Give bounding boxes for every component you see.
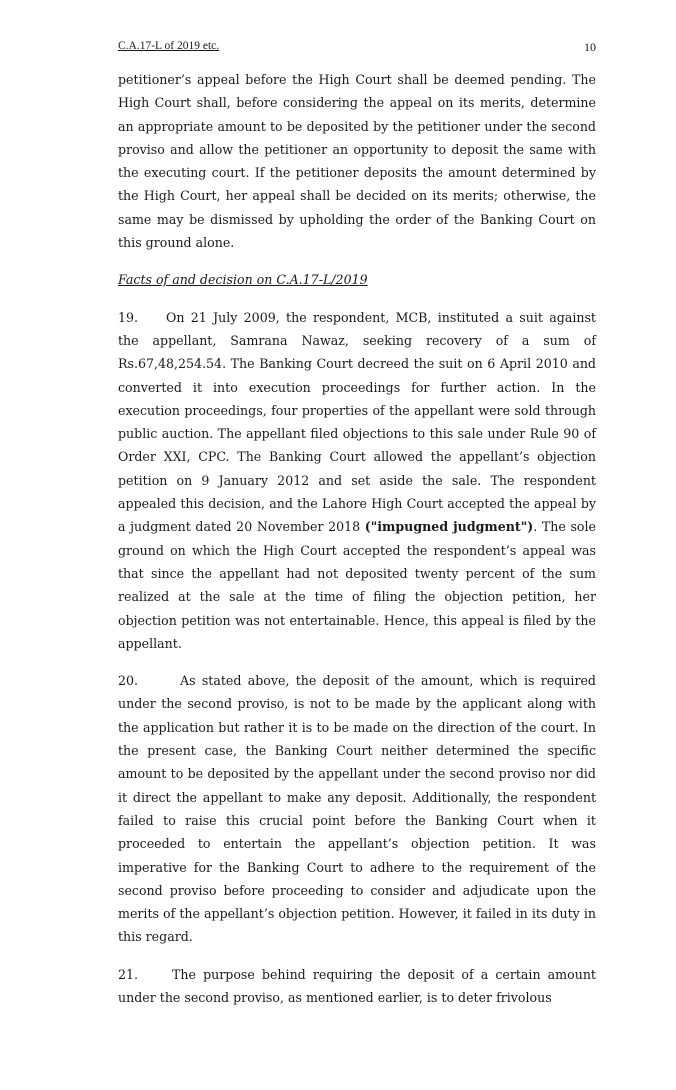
page-header xyxy=(118,40,596,56)
section-heading: Facts of and decision on C.A.17-L/2019 xyxy=(118,272,368,288)
paragraph-number: 19. xyxy=(118,309,139,325)
paragraph-19 xyxy=(118,306,596,655)
page-number: 10 xyxy=(584,40,596,54)
paragraph-text: . The sole ground on which the High Court accepted the respondent’s appeal was that since the appellant had not deposited twenty percent of the sum realized at the sale at the time of filing the objection petition, her objection petition was not entertainable. Hence, this appeal is filed by the appellant. xyxy=(118,519,596,651)
paragraph-20 xyxy=(118,669,596,949)
paragraph-21 xyxy=(118,963,596,1010)
paragraph-number: 20. xyxy=(118,673,139,689)
paragraph-continued: petitioner’s appeal before the High Court shall be deemed pending. The High Court shall, before considering the appeal on its merits, determine an appropriate amount to be deposited by the petitioner under the second proviso and allow the petitioner an opportunity to deposit the same with the executing court. If the petitioner deposits the amount determined by the High Court, her appeal shall be decided on its merits; otherwise, the same may be dismissed by upholding the order of the Banking Court on this ground alone. xyxy=(118,72,596,251)
case-reference: C.A.17-L of 2019 etc. xyxy=(118,40,220,52)
paragraph-text: On 21 July 2009, the respondent, MCB, instituted a suit against the appellant, Samrana Nawaz, seeking recovery of a sum of Rs.67,48,254.54. The Banking Court decreed the suit on 6 April 2010 and converted it into execution proceedings for further action. In the execution proceedings, four properties of the appellant were sold through public auction. The appellant filed objections to this sale under Rule 90 of Order XXI, CPC. The Banking Court allowed the appellant’s objection petition on 9 January 2012 and set aside the sale. The respondent appealed this decision, and the Lahore High Court accepted the appeal by a judgment dated 20 November 2018 xyxy=(118,309,596,535)
defined-term: ("impugned judgment") xyxy=(364,519,534,535)
paragraph-text: As stated above, the deposit of the amount, which is required under the second proviso, is not to be made by the applicant along with the application but rather it is to be made on the direction of the court. In the present case, the Banking Court neither determined the specific amount to be deposited by the appellant under the second proviso nor did it direct the appellant to make any deposit. Additionally, the respondent failed to raise this crucial point before the Banking Court when it proceeded to entertain the appellant’s objection petition. It was imperative for the Banking Court to adhere to the requirement of the second proviso before proceeding to consider and adjudicate upon the merits of the appellant’s objection petition. However, it failed in its duty in this regard. xyxy=(118,673,596,945)
paragraph-text: The purpose behind requiring the deposit of a certain amount under the second proviso, as mentioned earlier, is to deter frivolous xyxy=(118,966,596,1005)
paragraph-number: 21. xyxy=(118,966,139,982)
document-body xyxy=(118,68,596,1009)
